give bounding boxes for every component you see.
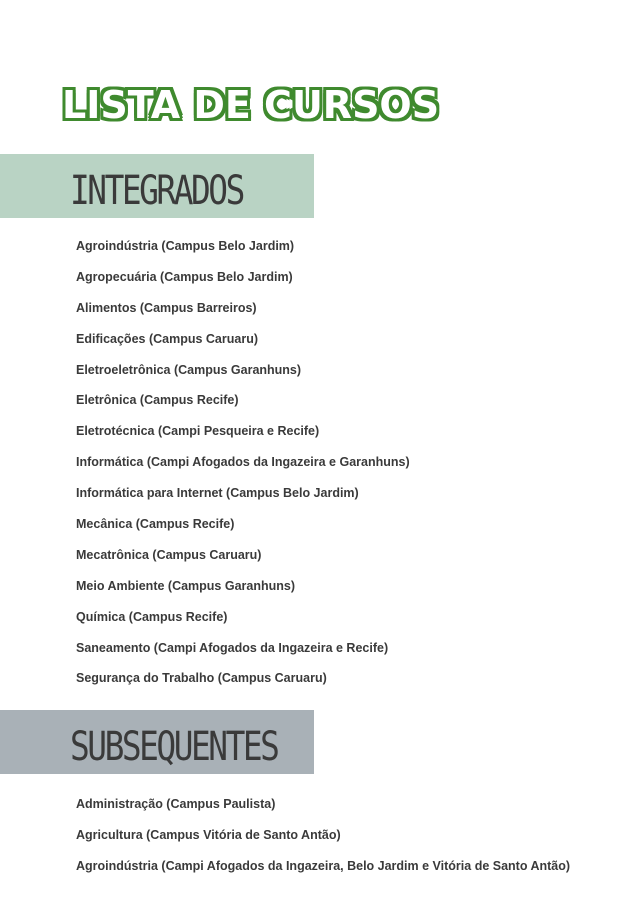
course-list-integrados: [76, 238, 410, 701]
course-item: Meio Ambiente (Campus Garanhuns): [76, 578, 296, 593]
course-list-subsequentes: [76, 796, 570, 889]
course-item: Agroindústria (Campi Afogados da Ingazeira, Belo Jardim e Vitória de Santo Antão): [76, 858, 571, 873]
page-title: LISTA DE CURSOS: [62, 83, 440, 127]
course-item: Segurança do Trabalho (Campus Caruaru): [76, 671, 327, 686]
course-item: Informática para Internet (Campus Belo Jardim): [76, 486, 359, 501]
course-item: Edificações (Campus Caruaru): [76, 331, 258, 346]
course-item: Eletrotécnica (Campi Pesqueira e Recife): [76, 424, 320, 439]
section-header-integrados: [0, 154, 314, 218]
course-item: Agricultura (Campus Vitória de Santo Antão): [76, 827, 341, 842]
course-item: Saneamento (Campi Afogados da Ingazeira e Recife): [76, 640, 389, 655]
course-item: Alimentos (Campus Barreiros): [76, 300, 257, 315]
course-item: Informática (Campi Afogados da Ingazeira e Garanhuns): [76, 455, 410, 470]
course-item: Química (Campus Recife): [76, 609, 228, 624]
section-title-integrados: INTEGRADOS: [70, 168, 243, 214]
course-item: Eletrônica (Campus Recife): [76, 393, 239, 408]
course-item: Mecânica (Campus Recife): [76, 517, 235, 532]
course-item: Administração (Campus Paulista): [76, 797, 276, 811]
course-item: Agroindústria (Campus Belo Jardim): [76, 239, 295, 253]
course-item: Eletroeletrônica (Campus Garanhuns): [76, 362, 302, 377]
course-item: Mecatrônica (Campus Caruaru): [76, 547, 262, 562]
section-title-subsequentes: SUBSEQUENTES: [70, 724, 278, 770]
section-header-subsequentes: [0, 710, 314, 774]
course-item: Agropecuária (Campus Belo Jardim): [76, 269, 293, 284]
